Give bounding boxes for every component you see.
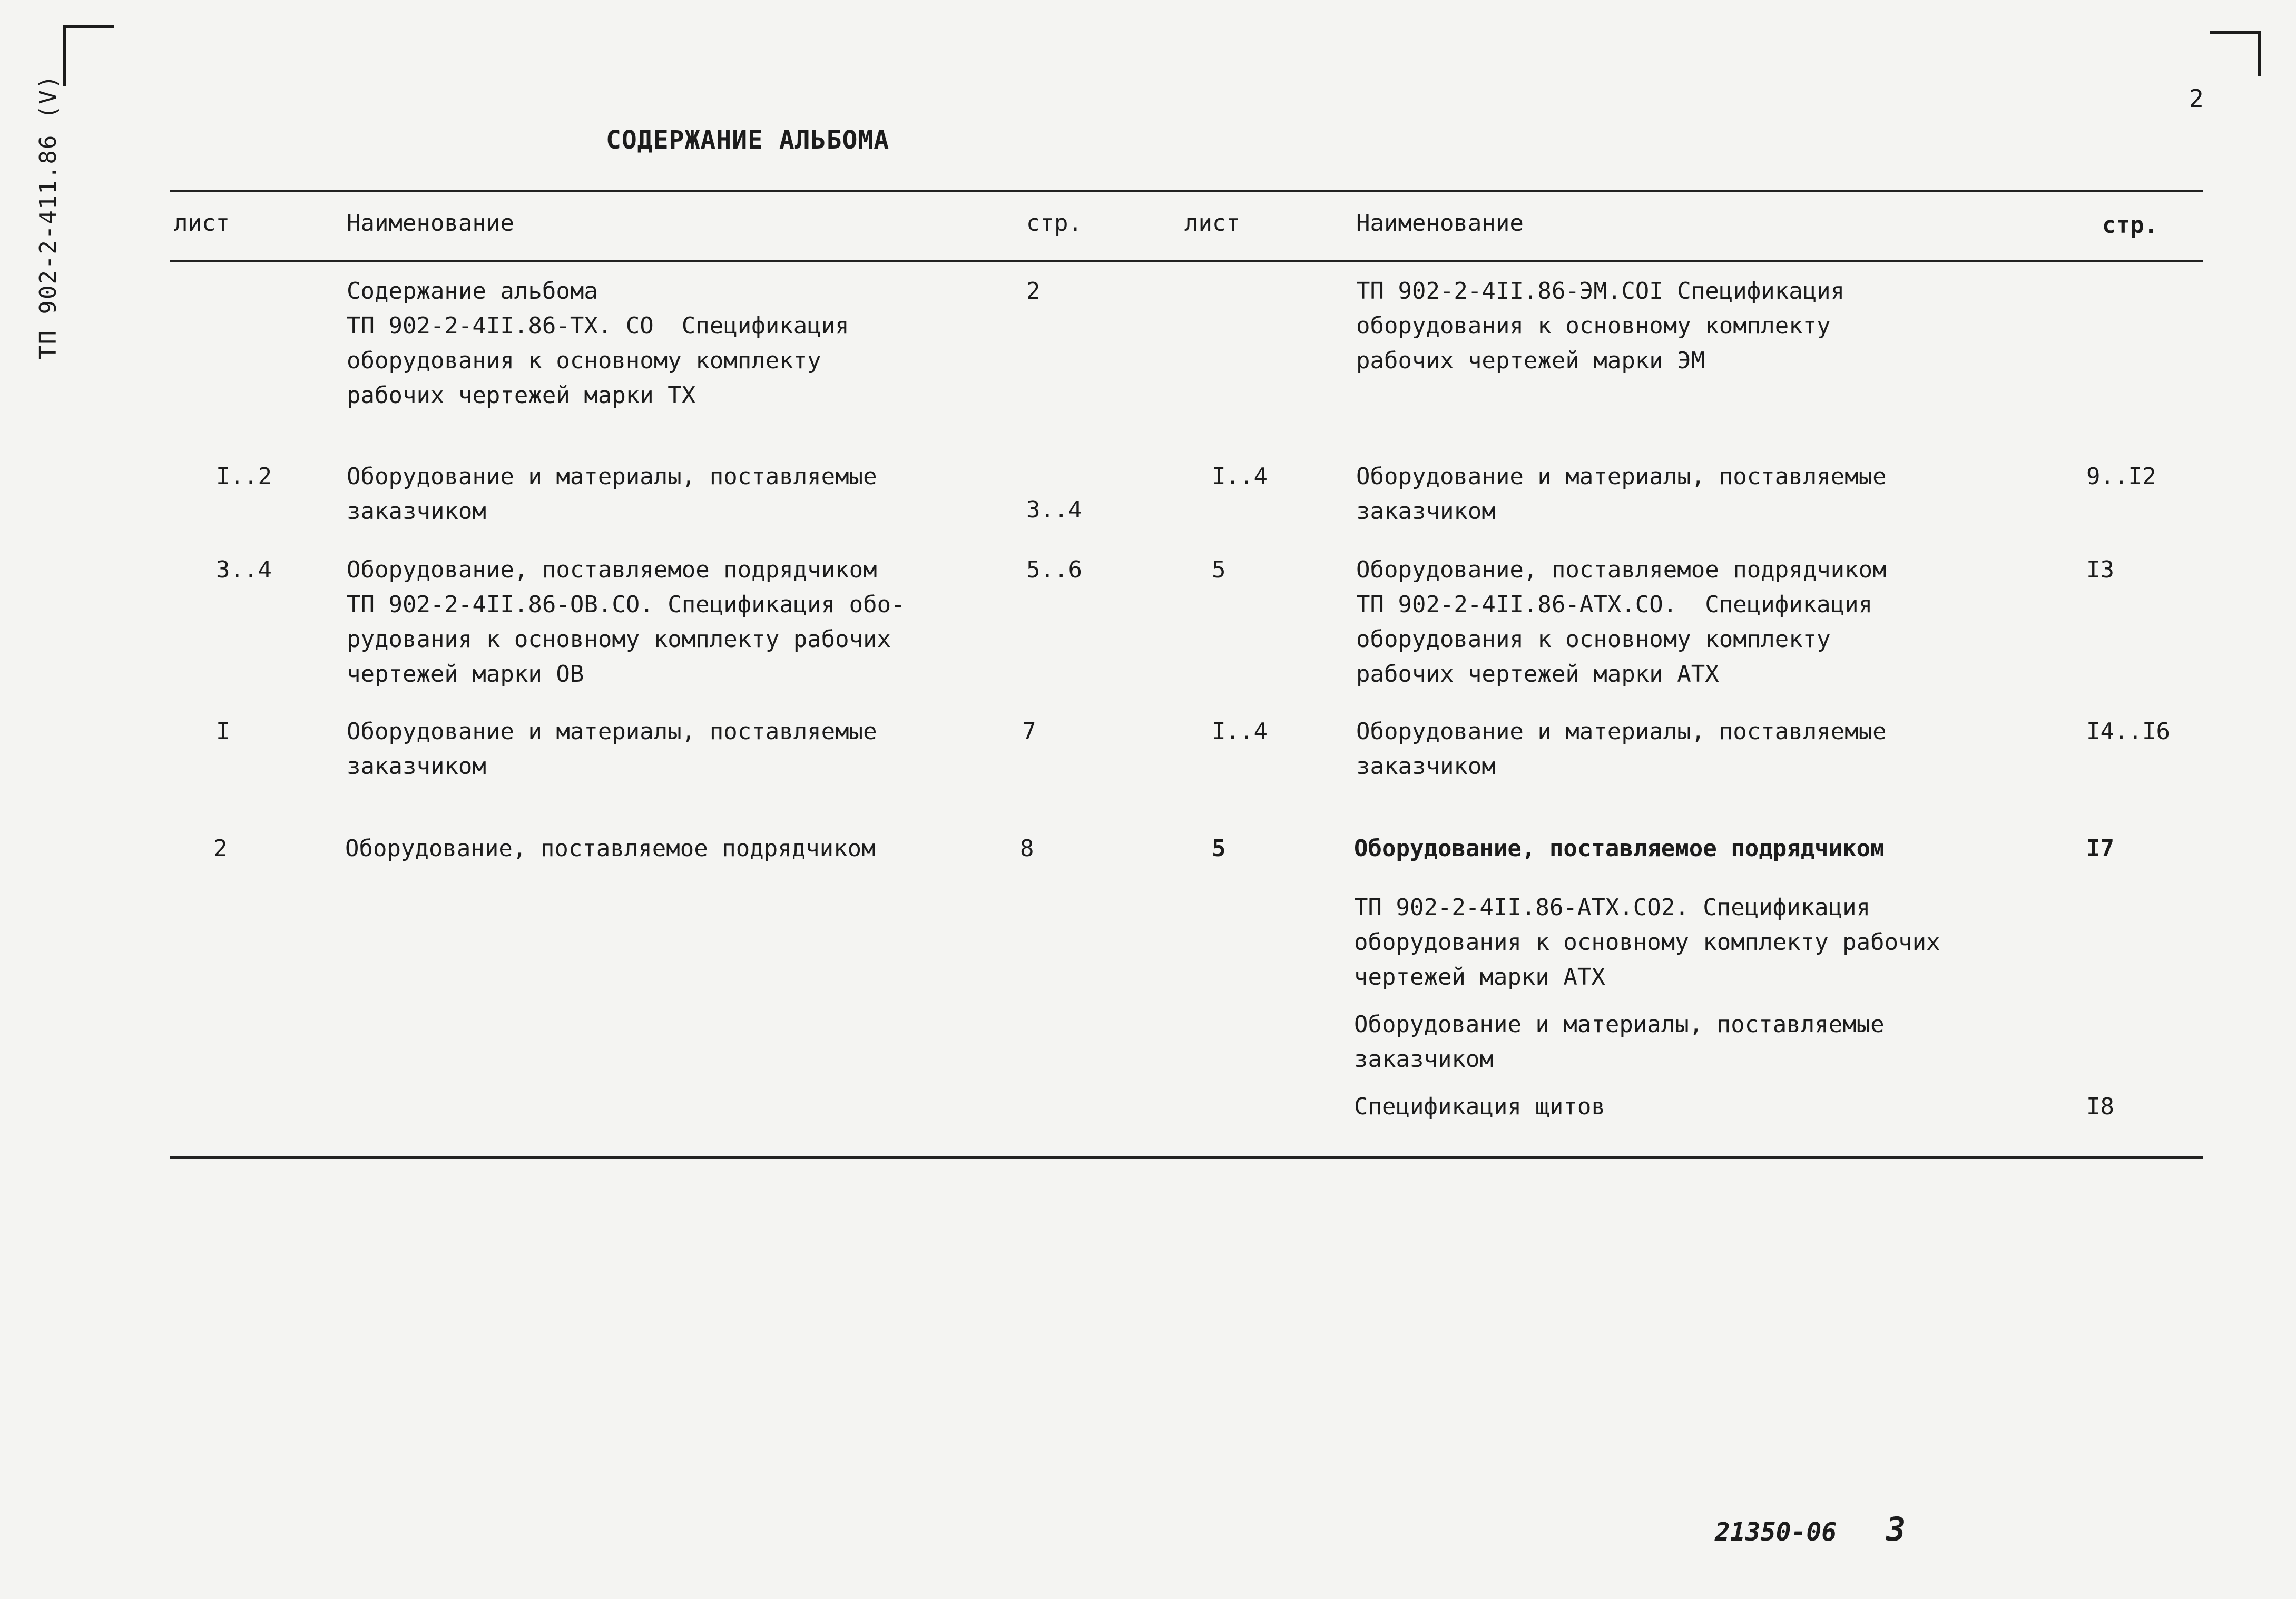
right-row-2-list: I..4	[1212, 463, 1268, 490]
left-row-2-name: Оборудование и материалы, поставляемые заказчиком	[347, 463, 877, 525]
right-row-1-name: ТП 902-2-4II.86-ЭМ.СОI Спецификация оборудования к основному комплекту рабочих чертежей марки ЭМ	[1356, 278, 1845, 374]
right-row-5-list: 5	[1212, 835, 1226, 862]
right-row-6-name: ТП 902-2-4II.86-АТХ.СО2. Спецификация оборудования к основному комплекту рабочих чертежей марки АТХ	[1354, 894, 1940, 990]
header-page-right: стр.	[2102, 212, 2158, 239]
sheet-number: 2	[2189, 84, 2204, 113]
header-list-right: лист	[1184, 210, 1240, 237]
footer-page-number: 3	[1886, 1510, 1906, 1548]
table-top-rule	[170, 190, 2203, 192]
right-row-5-page: I7	[2086, 835, 2114, 862]
left-row-3-page: 5..6	[1026, 556, 1082, 583]
right-row-3-name: Оборудование, поставляемое подрядчиком ТП 902-2-4II.86-АТХ.СО. Спецификация оборудования к основному комплекту рабочих чертежей марки АТХ	[1356, 556, 1887, 688]
header-name-right: Наименование	[1356, 210, 1524, 237]
header-page-left: стр.	[1026, 210, 1082, 237]
right-row-8-name: Спецификация щитов	[1354, 1093, 1605, 1120]
left-row-4-name: Оборудование и материалы, поставляемые заказчиком	[347, 718, 877, 780]
left-row-5-name: Оборудование, поставляемое подрядчиком	[345, 835, 876, 862]
right-row-2-name: Оборудование и материалы, поставляемые заказчиком	[1356, 463, 1887, 525]
left-row-4-page: 7	[1022, 718, 1036, 745]
left-row-2-page: 3..4	[1026, 496, 1082, 523]
right-row-7-name: Оборудование и материалы, поставляемые заказчиком	[1354, 1011, 1885, 1073]
right-row-4-name: Оборудование и материалы, поставляемые заказчиком	[1356, 718, 1887, 780]
header-list-left: лист	[174, 210, 230, 237]
left-row-5-list: 2	[213, 835, 228, 862]
side-document-code: ТП 902-2-411.86 (V)	[35, 74, 62, 359]
right-row-5-name: Оборудование, поставляемое подрядчиком	[1354, 835, 1885, 862]
page-title: СОДЕРЖАНИЕ АЛЬБОМА	[606, 125, 890, 155]
left-row-2-list: I..2	[216, 463, 272, 490]
right-row-4-list: I..4	[1212, 718, 1268, 745]
right-row-4-page: I4..I6	[2086, 718, 2170, 745]
corner-mark-top-right	[2210, 31, 2261, 76]
corner-mark-top-left	[63, 25, 114, 86]
header-name-left: Наименование	[347, 210, 514, 237]
right-row-8-page: I8	[2086, 1093, 2114, 1120]
left-row-3-name: Оборудование, поставляемое подрядчиком ТП 902-2-4II.86-ОВ.СО. Спецификация обо- рудования к основному комплекту рабочих чертежей марки ОВ	[347, 556, 905, 688]
left-row-1-page: 2	[1026, 278, 1041, 305]
table-bottom-rule	[170, 1156, 2203, 1159]
left-row-5-page: 8	[1020, 835, 1034, 862]
header-bottom-rule	[170, 260, 2203, 262]
left-row-4-list: I	[216, 718, 230, 745]
footer-inventory-code: 21350-06	[1715, 1517, 1837, 1547]
right-row-3-list: 5	[1212, 556, 1226, 583]
right-row-2-page: 9..I2	[2086, 463, 2156, 490]
right-row-3-page: I3	[2086, 556, 2114, 583]
left-row-3-list: 3..4	[216, 556, 272, 583]
left-row-1-name: Содержание альбома ТП 902-2-4II.86-ТХ. СО Спецификация оборудования к основному комплекту рабочих чертежей марки ТХ	[347, 278, 849, 409]
